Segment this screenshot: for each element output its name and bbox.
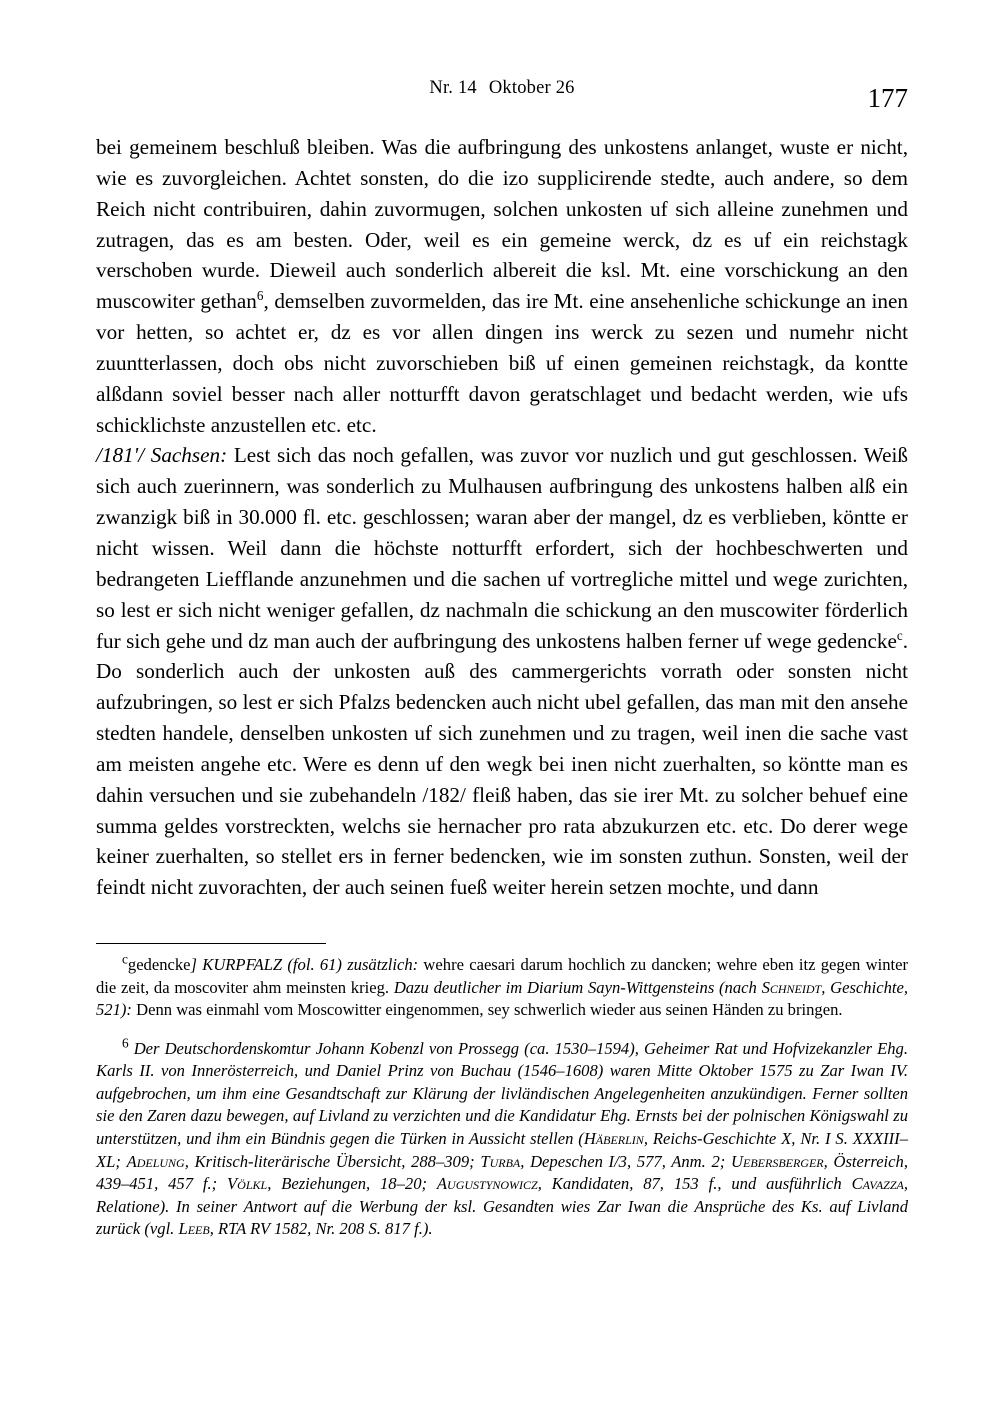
footnote-separator-rule [96, 943, 326, 944]
running-head-center [429, 78, 574, 99]
footnote-6-segment-9: Völkl [227, 1174, 268, 1194]
footnote-c-quote: Denn was einmahl vom Moscowitter eingenommen, sey schwerlich wieder aus seinen Händen zu bringen. [131, 1000, 843, 1020]
footnote-c-marker: c [122, 951, 128, 967]
footnote-6-segment-1: Häberlin [583, 1129, 644, 1149]
folio-marker-sachsen: /181ʹ/ Sachsen: [96, 443, 228, 468]
paragraph-2 [96, 440, 908, 903]
footnote-6-segment-11: Augustynowicz [436, 1174, 538, 1194]
footnote-6-segment-10: , Beziehungen, 18–20; [267, 1174, 437, 1194]
footnote-6-segment-0: Der Deutschordenskomtur Johann Kobenzl von Prossegg (ca. 1530–1594), Geheimer Rat und Hofvizekanzler Ehg. Karls II. von Innerösterreich, und Daniel Prinz von Buchau (1546–1608) waren Mitte Oktober 1575 zu Zar Iwan IV. aufgebrochen, um ihm eine Gesandtschaft zur Klärung der livländischen Angelegenheiten anzukündigen. Ferner sollten sie den Zaren dazu bewegen, auf Livland zu verzichten und die Kandidatur Ehg. Ernsts bei der polnischen Königswahl zu unterstützen, und ihm ein Bündnis gegen die Türken in Aussicht stellen ( [96, 1038, 908, 1149]
footnote-6-segment-12: , Kandidaten, 87, 153 f., und ausführlich [537, 1174, 852, 1194]
entry-number: Nr. 14 [429, 78, 477, 98]
footnote-6-segment-4: , Kritisch-literärische Übersicht, 288–309; [184, 1151, 481, 1171]
footnote-c [96, 951, 908, 1022]
footnote-6-segment-14: , Relatione). In seiner Antwort auf die Werbung der ksl. Gesandten wies Zar Iwan die Ansprüche des Ks. auf Livland zurück (vgl. [96, 1174, 909, 1239]
paragraph-2-text-b: . Do sonderlich auch der unkosten auß des cammergerichts vorrath oder sonsten nicht aufzubringen, so lest er sich Pfalzs bedencken auch nicht ubel gefallen, das man mit den ansehe stedten handele, denselben unkosten uf sich zunehmen und zu tragen, weil inen die sache vast am meisten angehe etc. Were es denn uf den wegk bei inen nicht zuerhalten, so köntte man es dahin versuchen und sie zubehandeln /182/ fleiß haben, das sie irer Mt. zu solcher behuef eine summa geldes vorstreckten, welchs sie hernacher pro rata abzukurzen etc. etc. Do derer wege keiner zuerhalten, so stellet ers in ferner bedencken, wie im sonsten zuthun. Sonsten, weil der feindt nicht zuvorachten, der auch seinen fueß weiter herein setzen mochte, und dann [96, 628, 908, 900]
footnote-6-segment-13: Cavazza [851, 1174, 904, 1194]
footnote-6-segment-6: , Depeschen I/3, 577, Anm. 2; [520, 1151, 732, 1171]
footnote-6-segment-3: Adelung [126, 1151, 185, 1171]
footnote-ref-c[interactable]: c [896, 627, 903, 643]
footnote-6-segment-8: , Österreich, 439–451, 457 f.; [96, 1151, 908, 1194]
paragraph-1 [96, 132, 908, 440]
footnote-6-segment-2: , Reichs-Geschichte X, Nr. I S. XXXIII–XL; [96, 1129, 908, 1171]
footnote-c-diarium-ref: , Geschichte, 521): [96, 977, 908, 1020]
page-number: 177 [867, 83, 908, 113]
running-head [96, 78, 908, 112]
footnote-ref-6[interactable]: 6 [256, 288, 264, 304]
paragraph-1-text: bei gemeinem beschluß bleiben. Was die aufbringung des unkostens anlanget, wuste er nicht, wie es zuvorgleichen. Achtet sonsten, do die izo supplicirende stedte, auch andere, so dem Reich nicht contribuiren, dahin zuvormugen, solchen unkosten uf sich alleine zunehmen und zutragen, das es am besten. Oder, weil es ein gemeine werck, dz es uf ein reichstagk verschoben wurde. Dieweil auch sonderlich albereit die ksl. Mt. eine vorschickung an den muscowiter gethan [96, 135, 908, 314]
entry-date: Oktober 26 [488, 78, 575, 98]
footnote-c-diarium-intro: Dazu deutlicher im Diarium Sayn-Wittgensteins (nach [393, 977, 762, 997]
footnote-c-variant-text: wehre caesari darum hochlich zu dancken; wehre eben itz gegen winter die zeit, da moscoviter ahm meinsten krieg. [96, 955, 908, 997]
paragraph-2-text-a: Lest sich das noch gefallen, was zuvor vor nuzlich und gut geschlossen. Weiß sich auch zuerinnern, was sonderlich zu Mulhausen aufbringung des unkostens halben alß ein zwanzigk biß in 30.000 fl. etc. geschlossen; waran aber der mangel, dz es verblieben, köntte er nicht wissen. Weil dann die höchste notturfft erfordert, sich der hochbeschwerten und bedrangeten Liefflande anzunehmen und die sachen uf vortregliche mittel und wege zurichten, so lest er sich nicht weniger gefallen, dz nachmaln die schickung an den muscowiter förderlich fur sich gehe und dz man auch der aufbringung des unkostens halben ferner uf wege gedencke [96, 443, 908, 653]
footnote-6-segment-7: Uebersberger [731, 1151, 824, 1171]
footnote-c-author-schneidt: Schneidt [761, 977, 822, 997]
footnote-6-segment-16: , RTA RV 1582, Nr. 208 S. 817 f.). [209, 1219, 433, 1239]
paragraph-1-continued: , demselben zuvormelden, das ire Mt. eine ansehenliche schickunge an inen vor hetten, so achtet er, dz es vor allen dingen ins werck zu sezen und numehr nicht zuuntterlassen, doch obs nicht zuvorschieben biß uf einen gemeinen reichstagk, da kontte alßdann soviel besser nach aller notturfft davon geratschlaget und bedacht werden, wie ufs schicklichste anzustellen etc. etc. [96, 289, 909, 437]
body-text [96, 132, 908, 903]
footnote-c-lemma: gedencke [127, 955, 191, 975]
footnote-6 [96, 1035, 909, 1241]
footnotes-section [96, 943, 908, 1241]
footnote-6-segment-15: Leeb [178, 1219, 210, 1239]
footnote-c-variant-source: ] KURPFALZ (fol. 61) zusätzlich: [190, 955, 419, 975]
footnote-6-segment-5: Turba [480, 1151, 521, 1171]
footnote-6-marker: 6 [122, 1035, 129, 1051]
footnote-6-body [96, 1039, 908, 1239]
